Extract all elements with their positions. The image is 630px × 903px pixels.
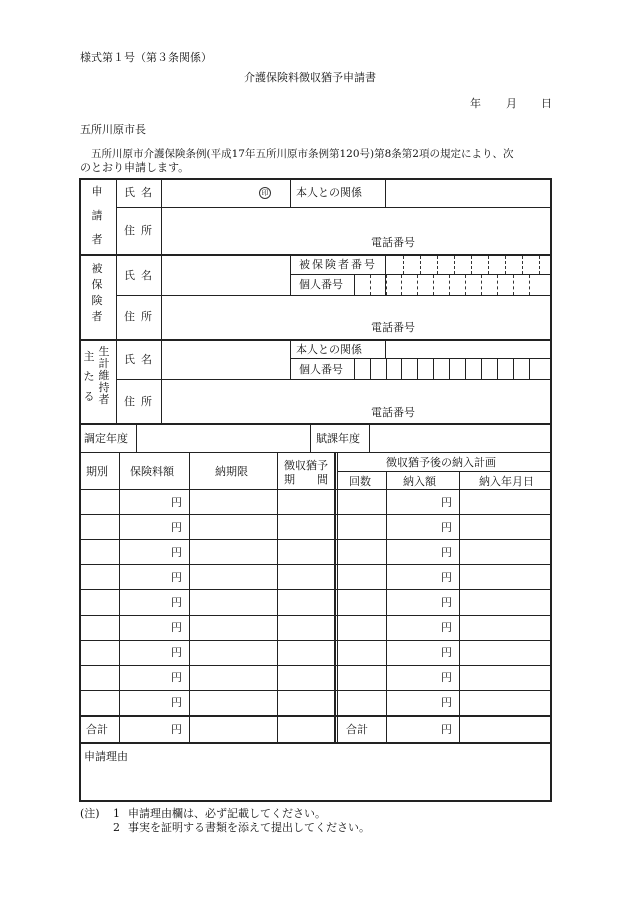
amount-yen-unit: 円 — [441, 546, 452, 559]
table-row[interactable] — [80, 490, 550, 513]
amount-yen-unit: 円 — [441, 571, 452, 584]
breadwinner-name-label: 氏名 — [124, 353, 158, 366]
date-day-label: 日 — [541, 97, 552, 110]
premium-yen-unit: 円 — [171, 496, 182, 509]
insured-name-label: 氏名 — [124, 269, 158, 282]
intro-line-1: 五所川原市介護保険条例(平成17年五所川原市条例第120号)第8条第2項の規定により、次 — [91, 148, 514, 160]
breadwinner-personal-number-label: 個人番号 — [299, 363, 343, 376]
table-row[interactable] — [80, 565, 550, 588]
applicant-phone-label: 電話番号 — [371, 236, 415, 249]
breadwinner-personal-number-field[interactable] — [355, 359, 550, 378]
insured-personal-number-label: 個人番号 — [299, 278, 343, 291]
intro-line-2: のとおり申請します。 — [80, 161, 190, 174]
assessment-year-label: 調定年度 — [84, 432, 128, 445]
breadwinner-phone-label: 電話番号 — [371, 406, 415, 419]
col-deferral-header-line1: 徴収猶予 — [284, 459, 328, 472]
insured-personal-number-field[interactable] — [355, 275, 550, 294]
recipient: 五所川原市長 — [80, 123, 146, 136]
amount-yen-unit: 円 — [441, 621, 452, 634]
note-1-text: 申請理由欄は、必ず記載してください。 — [128, 807, 326, 820]
premium-yen-unit: 円 — [171, 546, 182, 559]
total-label-left: 合計 — [86, 723, 108, 736]
amount-yen-unit: 円 — [441, 496, 452, 509]
insured-phone-label: 電話番号 — [371, 321, 415, 334]
col-premium-header: 保険料額 — [130, 465, 174, 478]
levy-year-field[interactable] — [370, 425, 550, 451]
reason-label: 申請理由 — [84, 750, 128, 763]
amount-yen-unit: 円 — [441, 646, 452, 659]
insured-address-label: 住所 — [124, 310, 158, 323]
total-premium-yen: 円 — [171, 723, 182, 736]
notes-marker: (注) — [80, 807, 100, 820]
reason-field[interactable] — [81, 765, 549, 800]
applicant-relation-label: 本人との関係 — [296, 186, 362, 199]
date-month-label: 月 — [506, 97, 517, 110]
total-amount-field[interactable] — [387, 717, 439, 741]
premium-yen-unit: 円 — [171, 571, 182, 584]
assessment-year-field[interactable] — [137, 425, 309, 451]
col-amount-header: 納入額 — [403, 475, 436, 488]
col-period-header: 期別 — [86, 465, 108, 478]
applicant-address-field[interactable] — [162, 208, 362, 252]
premium-yen-unit: 円 — [171, 596, 182, 609]
note-2-number: 2 — [113, 821, 120, 834]
table-row[interactable] — [80, 666, 550, 689]
breadwinner-address-label: 住所 — [124, 395, 158, 408]
applicant-name-field[interactable] — [162, 179, 256, 206]
breadwinner-section-label-col1: 主 た る — [83, 350, 95, 403]
insured-address-field[interactable] — [162, 296, 362, 338]
table-row[interactable] — [80, 515, 550, 538]
amount-yen-unit: 円 — [441, 596, 452, 609]
plan-header: 徴収猶予後の納入計画 — [386, 456, 496, 469]
form-number: 様式第１号（第３条関係） — [80, 51, 212, 64]
insured-number-field[interactable] — [386, 256, 550, 273]
note-1-number: 1 — [113, 807, 120, 820]
col-deferral-header-line2: 期 間 — [284, 473, 328, 486]
col-due-header: 納期限 — [215, 465, 248, 478]
breadwinner-relation-field[interactable] — [386, 341, 550, 357]
total-label-right: 合計 — [346, 723, 368, 736]
breadwinner-section-label-col2: 生 計 維 持 者 — [98, 345, 110, 406]
levy-year-label: 賦課年度 — [316, 432, 360, 445]
insured-number-label: 被保険者番号 — [299, 258, 377, 271]
breadwinner-address-field[interactable] — [162, 380, 362, 422]
amount-yen-unit: 円 — [441, 521, 452, 534]
seal-icon: 印 — [259, 187, 271, 199]
premium-yen-unit: 円 — [171, 646, 182, 659]
col-count-header: 回数 — [349, 475, 371, 488]
table-row[interactable] — [80, 590, 550, 613]
premium-yen-unit: 円 — [171, 696, 182, 709]
col-date-header: 納入年月日 — [479, 475, 534, 488]
page-title: 介護保険料徴収猶予申請書 — [244, 71, 376, 84]
breadwinner-name-field[interactable] — [162, 340, 289, 378]
date-year-label: 年 — [470, 97, 481, 110]
total-amount-yen: 円 — [441, 723, 452, 736]
total-premium-field[interactable] — [120, 717, 170, 741]
amount-yen-unit: 円 — [441, 696, 452, 709]
table-row[interactable] — [80, 641, 550, 664]
premium-yen-unit: 円 — [171, 671, 182, 684]
applicant-section-label: 申 請 者 — [91, 185, 103, 246]
insured-section-label: 被 保 険 者 — [91, 262, 103, 323]
breadwinner-relation-label: 本人との関係 — [296, 343, 362, 356]
note-2-text: 事実を証明する書類を添えて提出してください。 — [128, 821, 370, 834]
amount-yen-unit: 円 — [441, 671, 452, 684]
premium-yen-unit: 円 — [171, 521, 182, 534]
table-row[interactable] — [80, 540, 550, 563]
applicant-name-label: 氏名 — [124, 186, 158, 199]
insured-name-field[interactable] — [162, 256, 289, 294]
table-row[interactable] — [80, 691, 550, 714]
applicant-address-label: 住所 — [124, 224, 158, 237]
premium-yen-unit: 円 — [171, 621, 182, 634]
table-row[interactable] — [80, 616, 550, 639]
applicant-relation-field[interactable] — [386, 179, 550, 206]
